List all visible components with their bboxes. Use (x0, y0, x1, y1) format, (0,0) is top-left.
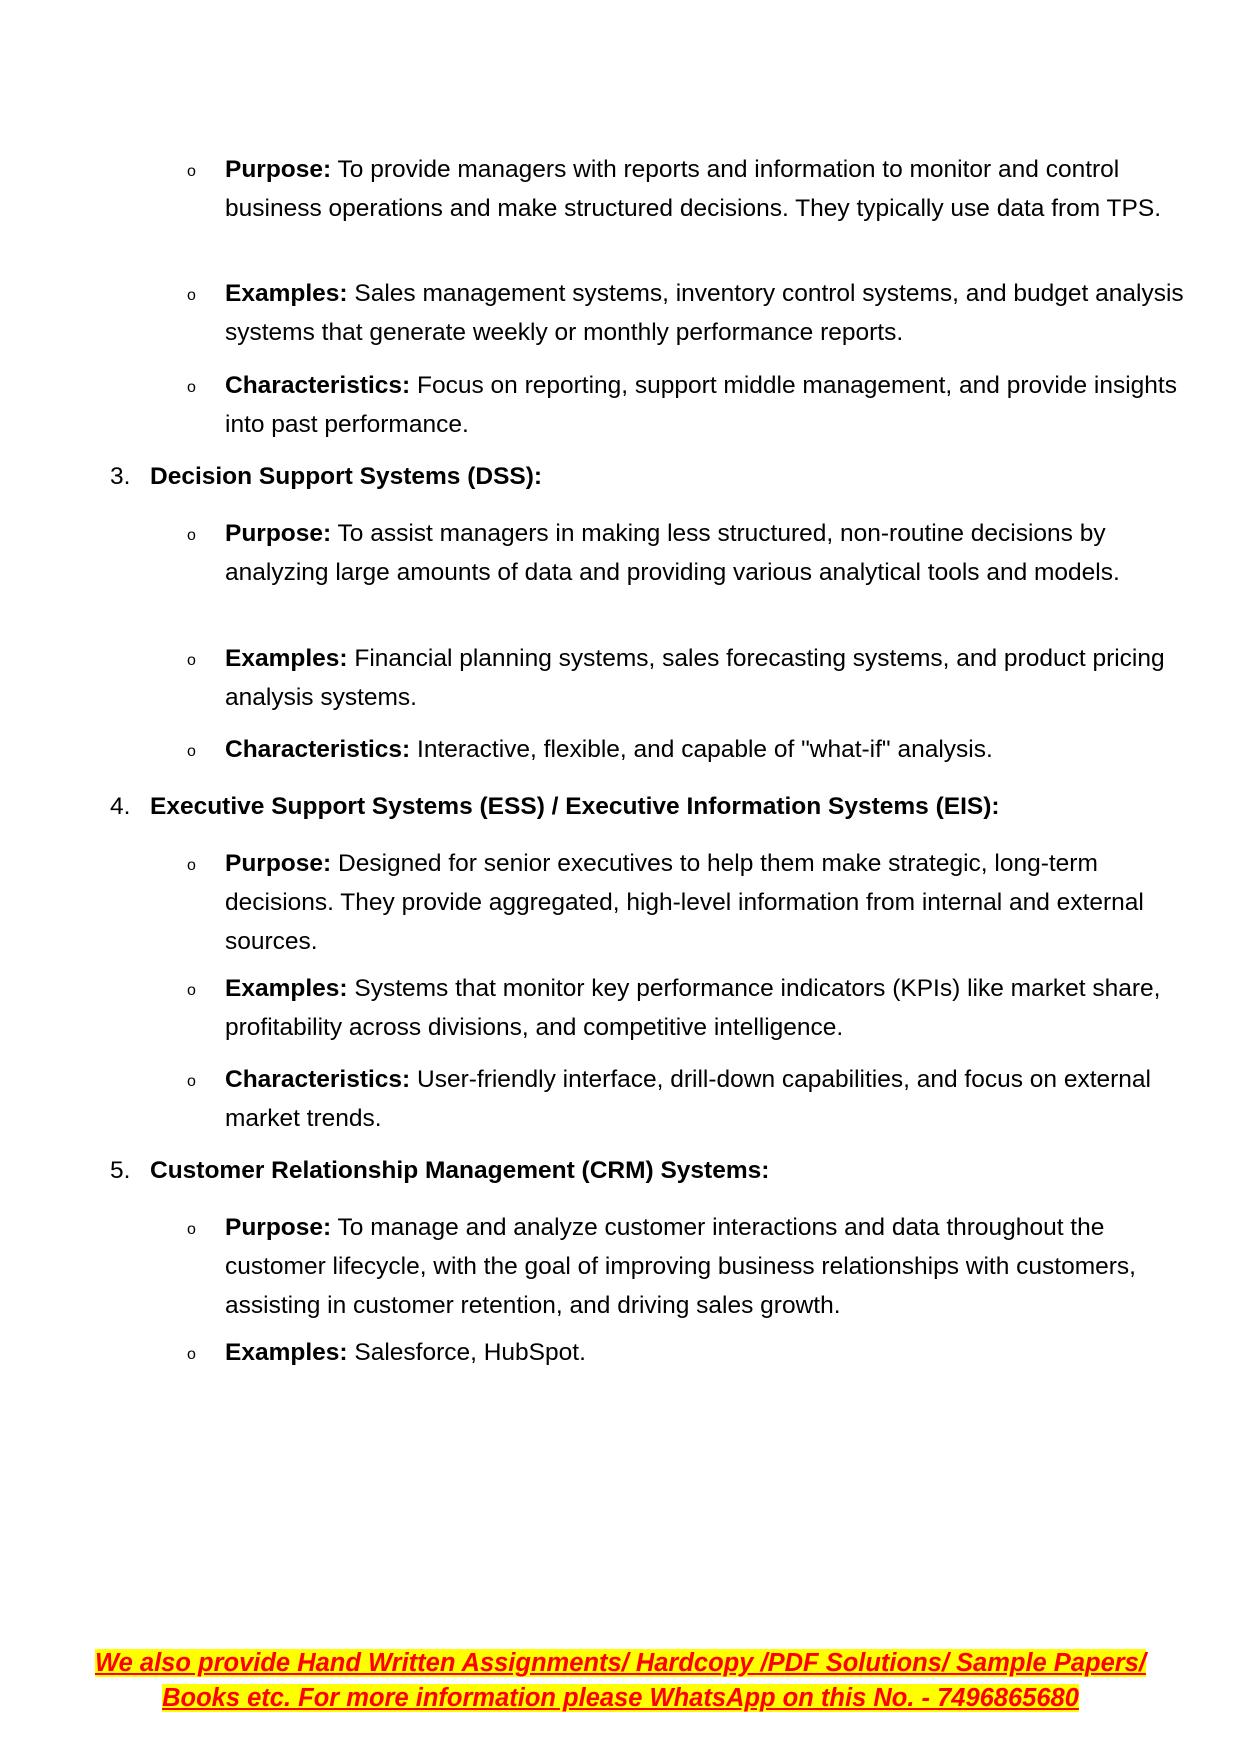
list-item (187, 150, 1185, 228)
bullet-label: Characteristics: (225, 1066, 411, 1093)
footer-line-1: We also provide Hand Written Assignments/ Hardcopy /PDF Solutions/ Sample Papers/ (95, 1649, 1146, 1677)
bullet-label: Examples: (225, 645, 348, 672)
bullet-circle-icon: o (187, 379, 196, 396)
bullet-circle-icon: o (187, 1221, 196, 1238)
bullet-label: Purpose: (225, 156, 332, 183)
list-item (187, 1333, 1185, 1372)
bullet-text: To provide managers with reports and information to monitor and control business operations and make structured decisions. They typically use data from TPS. (225, 156, 1162, 222)
bullet-circle-icon: o (187, 527, 196, 544)
section-title: Executive Support Systems (ESS) / Executive Information Systems (EIS): (150, 793, 1000, 820)
bullet-circle-icon: o (187, 1073, 196, 1090)
bullet-text: Focus on reporting, support middle management, and provide insights into past performance. (225, 372, 1177, 438)
bullet-circle-icon: o (187, 652, 196, 669)
bullet-circle-icon: o (187, 982, 196, 999)
bullet-text: User-friendly interface, drill-down capabilities, and focus on external market trends. (225, 1066, 1152, 1132)
list-item (187, 514, 1185, 592)
bullet-text: To assist managers in making less structured, non-routine decisions by analyzing large amounts of data and providing various analytical tools and models. (225, 520, 1120, 586)
bullet-text: Interactive, flexible, and capable of "what-if" analysis. (410, 736, 993, 763)
footer-advertisement (60, 1646, 1181, 1716)
list-item (187, 274, 1185, 352)
numbered-heading (110, 787, 1160, 826)
bullet-text: Systems that monitor key performance indicators (KPIs) like market share, profitability across divisions, and competitive intelligence. (225, 975, 1161, 1041)
bullet-text: Sales management systems, inventory control systems, and budget analysis systems that generate weekly or monthly performance reports. (225, 280, 1184, 346)
bullet-circle-icon: o (187, 163, 196, 180)
list-item (187, 844, 1185, 961)
list-item (187, 1060, 1185, 1138)
list-number: 5. (110, 1157, 131, 1184)
bullet-label: Purpose: (225, 1214, 332, 1241)
list-item (187, 639, 1185, 717)
bullet-circle-icon: o (187, 743, 196, 760)
section-title: Decision Support Systems (DSS): (150, 463, 543, 490)
footer-line-2: Books etc. For more information please WhatsApp on this No. - 7496865680 (162, 1684, 1079, 1712)
bullet-label: Purpose: (225, 850, 332, 877)
bullet-circle-icon: o (187, 287, 196, 304)
bullet-text: To manage and analyze customer interactions and data throughout the customer lifecycle, with the goal of improving business relationships with customers, assisting in customer retention, and driving sales growth. (225, 1214, 1136, 1319)
bullet-circle-icon: o (187, 1346, 196, 1363)
bullet-text: Salesforce, HubSpot. (347, 1339, 586, 1366)
list-number: 3. (110, 463, 131, 490)
bullet-circle-icon: o (187, 857, 196, 874)
list-item (187, 366, 1185, 444)
numbered-heading (110, 1151, 1160, 1190)
bullet-label: Examples: (225, 975, 348, 1002)
list-item (187, 730, 1185, 769)
list-number: 4. (110, 793, 131, 820)
bullet-label: Purpose: (225, 520, 332, 547)
list-item (187, 1208, 1185, 1325)
bullet-label: Examples: (225, 280, 348, 307)
section-title: Customer Relationship Management (CRM) Systems: (150, 1157, 770, 1184)
numbered-heading (110, 457, 1160, 496)
bullet-label: Examples: (225, 1339, 348, 1366)
list-item (187, 969, 1185, 1047)
bullet-text: Financial planning systems, sales forecasting systems, and product pricing analysis systems. (225, 645, 1165, 711)
bullet-label: Characteristics: (225, 372, 411, 399)
bullet-text: Designed for senior executives to help them make strategic, long-term decisions. They provide aggregated, high-level information from internal and external sources. (225, 850, 1144, 955)
bullet-label: Characteristics: (225, 736, 411, 763)
